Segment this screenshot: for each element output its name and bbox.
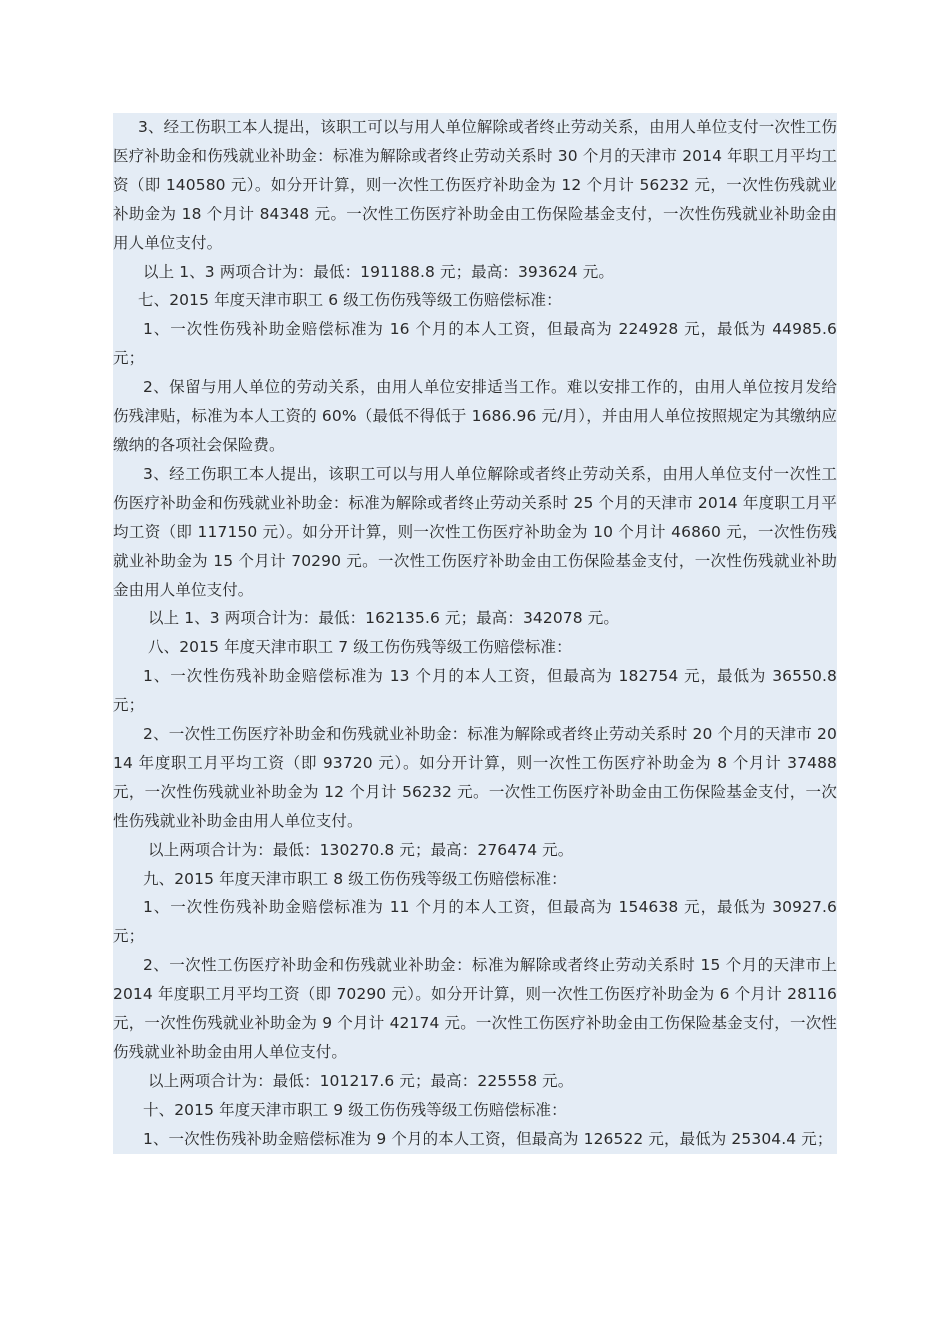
paragraph-level9-item1: 1、一次性伤残补助金赔偿标准为 9 个月的本人工资，但最高为 126522 元，最低为 25304.4 元；	[143, 1129, 833, 1148]
document-body	[113, 113, 837, 1154]
paragraph-level6-item2: 2、保留与用人单位的劳动关系，由用人单位安排适当工作。难以安排工作的，由用人单位按月发给伤残津贴，标准为本人工资的 60%（最低不得低于 1686.96 元/月），并由用人单位按照规定为其缴纳应缴纳的各项社会保险费。	[113, 378, 837, 454]
paragraph-level7-item1: 1、一次性伤残补助金赔偿标准为 13 个月的本人工资，但最高为 182754 元，最低为 36550.8 元；	[113, 667, 837, 715]
paragraph-level8-total: 以上两项合计为：最低：101217.6 元；最高：225558 元。	[148, 1071, 574, 1090]
paragraph-level6-total: 以上 1、3 两项合计为：最低：162135.6 元；最高：342078 元。	[148, 609, 619, 628]
paragraph-level5-total: 以上 1、3 两项合计为：最低：191188.8 元；最高：393624 元。	[143, 262, 614, 281]
section-heading-level9: 十、2015 年度天津市职工 9 级工伤伤残等级工伤赔偿标准：	[143, 1100, 567, 1119]
section-heading-level8: 九、2015 年度天津市职工 8 级工伤伤残等级工伤赔偿标准：	[143, 869, 567, 888]
paragraph-level6-item3: 3、经工伤职工本人提出，该职工可以与用人单位解除或者终止劳动关系，由用人单位支付一次性工伤医疗补助金和伤残就业补助金：标准为解除或者终止劳动关系时 25 个月的天津市 2014 年度职工月平均工资（即 117150 元）。如分开计算，则一次性工伤医疗补助金为 10 个月计 46860 元，一次性伤残就业补助金为 15 个月计 70290 元。一次性工伤医疗补助金由工伤保险基金支付，一次性伤残就业补助金由用人单位支付。	[113, 464, 837, 599]
paragraph-level8-item1: 1、一次性伤残补助金赔偿标准为 11 个月的本人工资，但最高为 154638 元，最低为 30927.6 元；	[113, 898, 837, 946]
paragraph-level8-item2: 2、一次性工伤医疗补助金和伤残就业补助金：标准为解除或者终止劳动关系时 15 个月的天津市上 2014 年度职工月平均工资（即 70290 元）。如分开计算，则一次性工伤医疗补助金为 6 个月计 28116 元，一次性伤残就业补助金为 9 个月计 42174 元。一次性工伤医疗补助金由工伤保险基金支付，一次性伤残就业补助金由用人单位支付。	[113, 956, 837, 1061]
section-heading-level7: 八、2015 年度天津市职工 7 级工伤伤残等级工伤赔偿标准：	[148, 638, 572, 657]
paragraph-level7-item2: 2、一次性工伤医疗补助金和伤残就业补助金：标准为解除或者终止劳动关系时 20 个月的天津市 2014 年度职工月平均工资（即 93720 元）。如分开计算，则一次性工伤医疗补助金为 8 个月计 37488 元，一次性伤残就业补助金为 12 个月计 56232 元。一次性工伤医疗补助金由工伤保险基金支付，一次性伤残就业补助金由用人单位支付。	[113, 725, 837, 830]
section-heading-level6: 七、2015 年度天津市职工 6 级工伤伤残等级工伤赔偿标准：	[138, 291, 562, 310]
paragraph-level6-item1: 1、一次性伤残补助金赔偿标准为 16 个月的本人工资，但最高为 224928 元，最低为 44985.6 元；	[113, 320, 837, 368]
paragraph-level5-item3: 3、经工伤职工本人提出，该职工可以与用人单位解除或者终止劳动关系，由用人单位支付一次性工伤医疗补助金和伤残就业补助金：标准为解除或者终止劳动关系时 30 个月的天津市 2014 年职工月平均工资（即 140580 元）。如分开计算，则一次性工伤医疗补助金为 12 个月计 56232 元，一次性伤残就业补助金为 18 个月计 84348 元。一次性工伤医疗补助金由工伤保险基金支付，一次性伤残就业补助金由用人单位支付。	[113, 118, 837, 252]
paragraph-level7-total: 以上两项合计为：最低：130270.8 元；最高：276474 元。	[148, 840, 574, 859]
